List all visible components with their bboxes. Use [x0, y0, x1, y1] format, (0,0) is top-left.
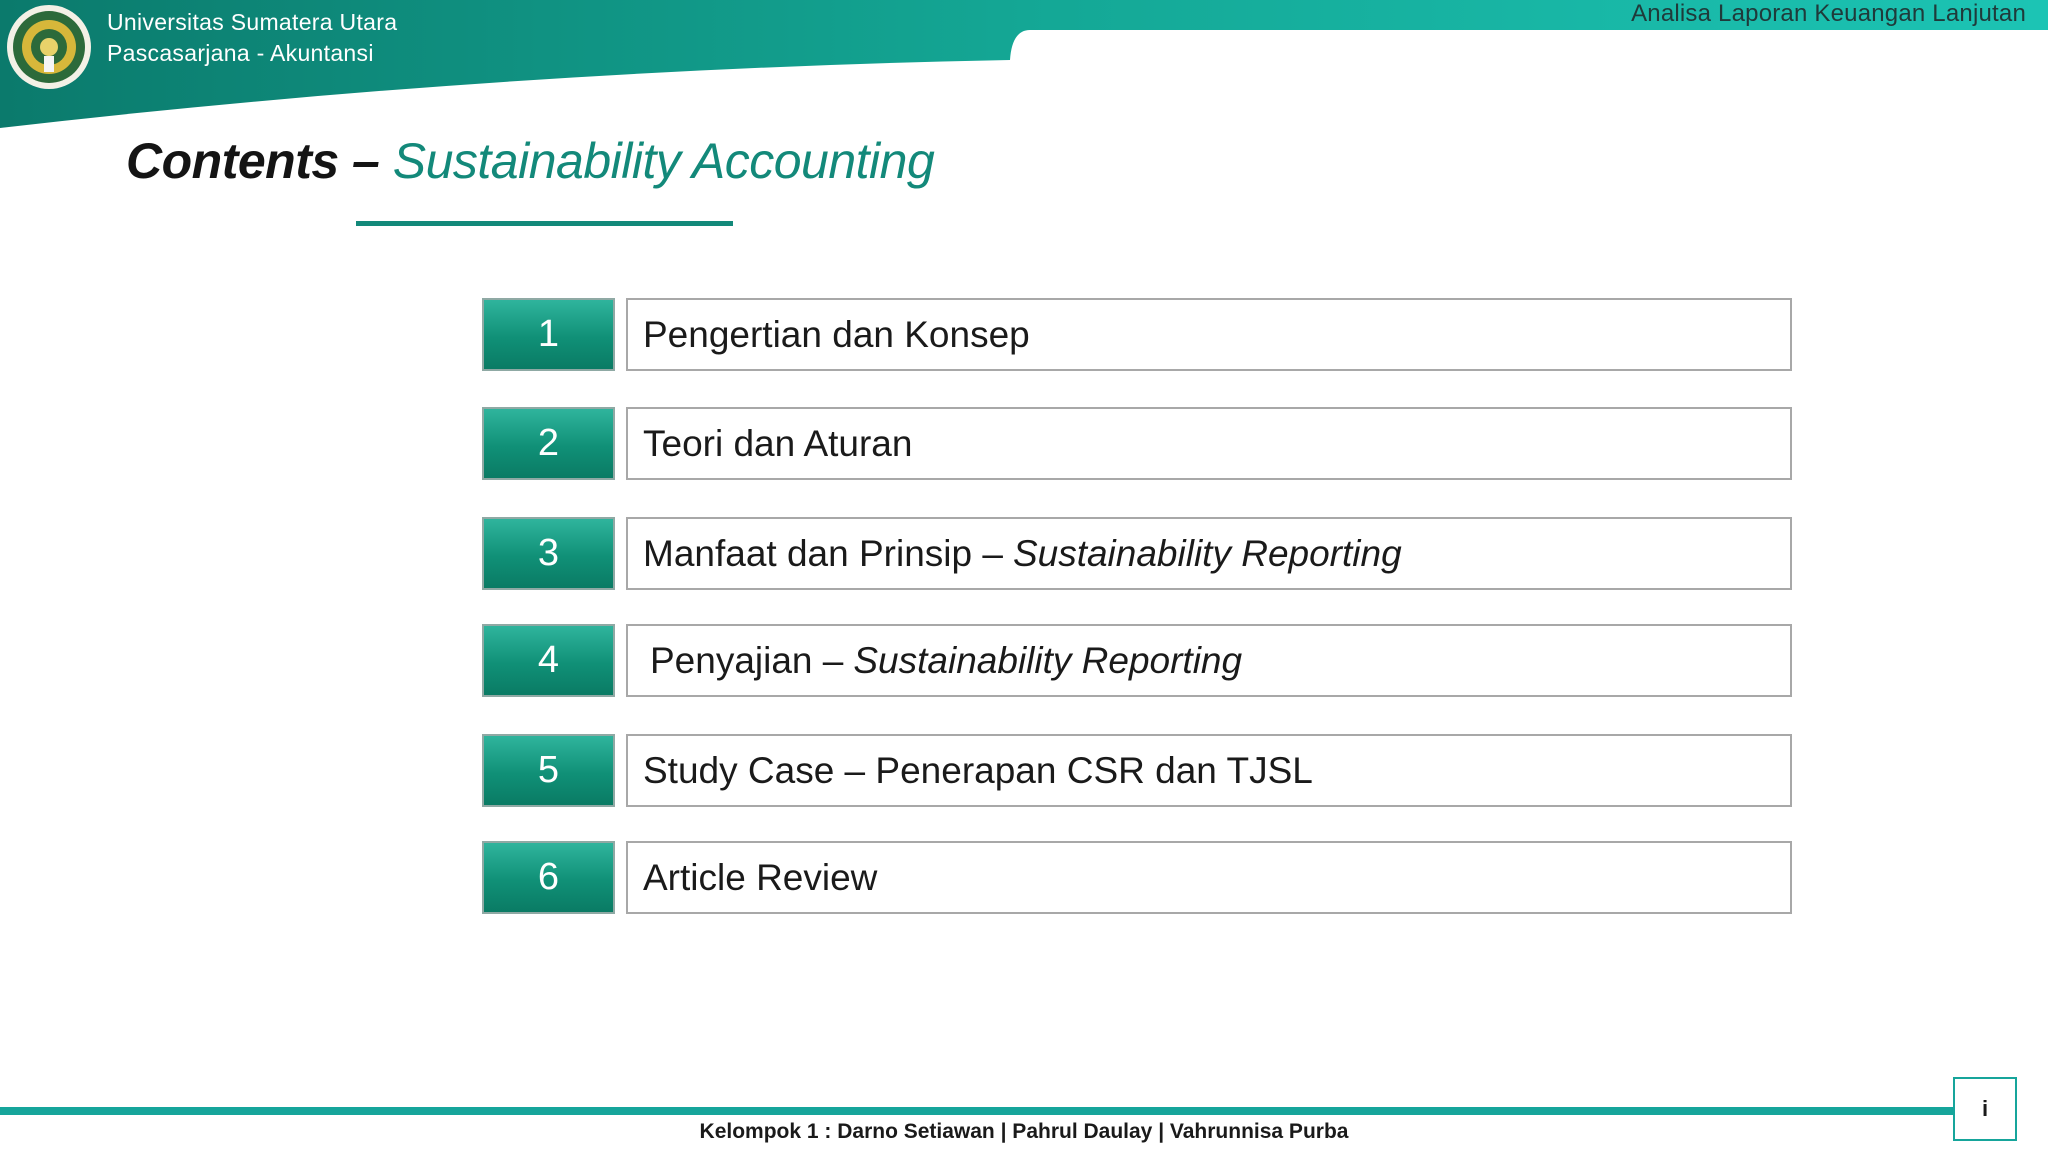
agenda-item [482, 407, 1792, 483]
agenda-item [482, 841, 1792, 917]
agenda-item [482, 517, 1792, 593]
agenda-label-text: Teori dan Aturan [643, 422, 913, 464]
agenda-number: 1 [482, 298, 615, 371]
slide-title-main: Contents [126, 133, 339, 189]
agenda-item [482, 298, 1792, 374]
agenda-label [626, 734, 1792, 807]
agenda-label-text: Study Case – Penerapan CSR dan TJSL [643, 749, 1313, 791]
university-name: Universitas Sumatera Utara [107, 9, 398, 35]
agenda-label-italic: Sustainability Reporting [853, 639, 1243, 681]
agenda-item [482, 624, 1792, 700]
agenda-label-text: Penyajian – [650, 639, 844, 681]
agenda-label-text: Pengertian dan Konsep [643, 313, 1030, 355]
page-number-text: i [1981, 1096, 1989, 1121]
slide-title [126, 132, 934, 190]
agenda-number: 6 [482, 841, 615, 914]
program-name: Pascasarjana - Akuntansi [107, 40, 374, 66]
agenda-item [482, 734, 1792, 810]
agenda-label [626, 841, 1792, 914]
agenda-number: 4 [482, 624, 615, 697]
course-title: Analisa Laporan Keuangan Lanjutan [1631, 0, 2026, 27]
agenda-number: 2 [482, 407, 615, 480]
agenda-label [626, 298, 1792, 371]
footer-divider [0, 1107, 1955, 1115]
footer-authors: Kelompok 1 : Darno Setiawan | Pahrul Daulay | Vahrunnisa Purba [699, 1120, 1349, 1143]
agenda-label [626, 517, 1792, 590]
slide-title-sub: Sustainability Accounting [392, 133, 935, 189]
slide-title-separator: – [338, 133, 393, 189]
agenda-number: 3 [482, 517, 615, 590]
agenda-label [626, 407, 1792, 480]
agenda-label-text: Manfaat dan Prinsip – [643, 532, 1003, 574]
title-underline [356, 221, 733, 226]
page-number [1953, 1077, 2017, 1141]
agenda-label-italic: Sustainability Reporting [1012, 532, 1402, 574]
agenda-number: 5 [482, 734, 615, 807]
agenda-label [626, 624, 1792, 697]
university-seal-icon [6, 4, 92, 90]
agenda-label-text: Article Review [643, 856, 878, 898]
